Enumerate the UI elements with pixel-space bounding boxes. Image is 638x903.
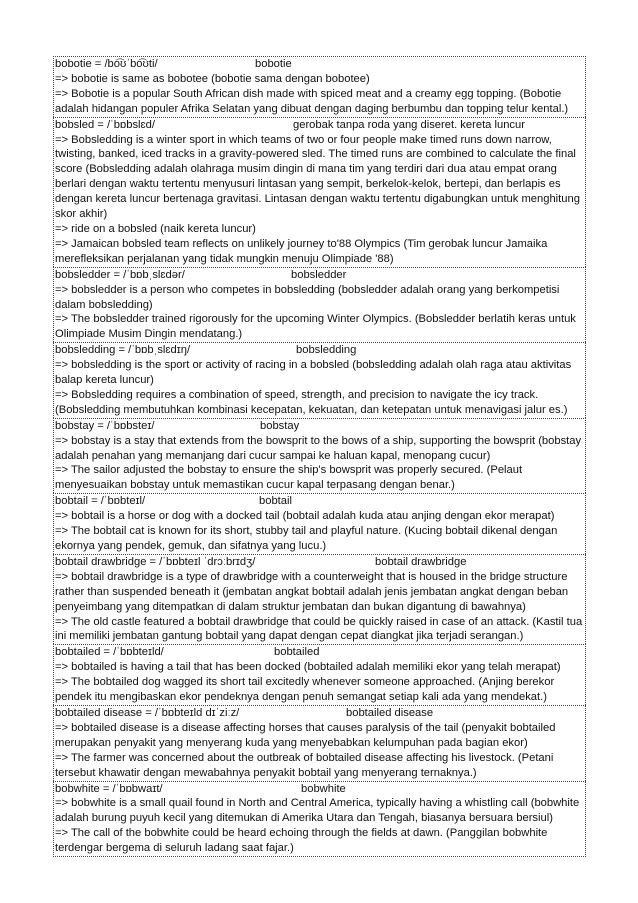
entry-headword-line — [55, 494, 584, 509]
entry-headword: bobsledding = /ˈbɒbˌslɛdɪŋ/ — [55, 344, 191, 357]
entry-example-line: => Jamaican bobsled team reflects on unlikely journey to'88 Olympics (Tim gerobak luncur Jamaika merefleksikan perjalanan yang tidak mungkin menuju Olimpiade '88) — [55, 237, 548, 265]
entry-example-line: => The sailor adjusted the bobstay to ensure the ship's bowsprit was properly secured. (Pelaut menyesuaikan bobstay untuk memastikan cucur kapal terpasang dengan benar.) — [55, 464, 523, 492]
entry-translation: bobtail — [259, 495, 292, 508]
entry-headword-line — [55, 343, 584, 358]
entry-translation: bobotie — [255, 58, 292, 70]
entry-example-line: => Bobotie is a popular South African dish made with spiced meat and a creamy egg topping. (Bobotie adalah hidangan populer Afrika Selatan yang dibuat dengan daging berbumbu dan topping telur kental.) — [55, 87, 569, 115]
entry-translation: bobtail drawbridge — [375, 555, 467, 568]
entry-headword: bobsledder = /ˈbɒbˌslɛdər/ — [55, 268, 185, 281]
entry-headword: bobtailed disease = /ˈbɒbteɪld dɪˈziːz/ — [55, 706, 240, 719]
entry-headword: bobstay = /ˈbɒbsteɪ/ — [55, 419, 155, 432]
entry-headword: bobtail drawbridge = /ˈbɒbteɪl ˈdrɔːbrɪdʒ/ — [55, 555, 256, 568]
entry-example-line: => The bobtail cat is known for its short, stubby tail and playful nature. (Kucing bobtail dikenal dengan ekornya yang pendek, gemuk, dan sifatnya yang lucu.) — [55, 525, 558, 552]
entry-example-line: => ride on a bobsled (naik kereta luncur) — [55, 222, 256, 235]
dictionary-page — [53, 56, 586, 857]
entry-headword: bobsled = /ˈbɒbslɛd/ — [55, 118, 155, 131]
entry-headword: bobtail = /ˈbɒbteɪl/ — [55, 495, 146, 508]
entry-headword-line — [55, 419, 584, 434]
dictionary-entry — [53, 705, 586, 781]
entry-headword-line — [55, 57, 584, 72]
entry-example-line: => The call of the bobwhite could be heard echoing through the fields at dawn. (Panggilan bobwhite terdengar bergema di seluruh ladang saat fajar.) — [55, 827, 548, 855]
entry-headword-line — [55, 118, 584, 133]
entry-translation: bobwhite — [301, 782, 346, 795]
dictionary-entry — [53, 554, 586, 644]
entry-headword-line — [55, 645, 584, 660]
entry-headword: bobotie = /bo͡ʊˈbo͡ʊti/ — [55, 58, 158, 70]
entry-example-line: => The old castle featured a bobtail drawbridge that could be quickly raised in case of an attack. (Kastil tua ini memiliki jembatan gantung bobtail yang dapat dengan cepat diangkat jika terjadi serangan.) — [55, 615, 583, 643]
entry-headword-line — [55, 782, 584, 797]
entry-example-line: => The bobsledder trained rigorously for the upcoming Winter Olympics. (Bobsledder berlatih keras untuk Olimpiade Musim Dingin mendatang.) — [55, 313, 576, 341]
dictionary-entry — [53, 418, 586, 494]
dictionary-entry — [53, 56, 586, 117]
dictionary-entry — [53, 342, 586, 418]
entry-example-line: => bobstay is a stay that extends from the bowsprit to the bows of a ship, supporting the bowsprit (bobstay adalah penahan yang memanjang dari cucur sampai ke haluan kapal, menopang cucur) — [55, 434, 582, 462]
dictionary-entry — [53, 267, 586, 343]
entry-headword-line — [55, 268, 584, 283]
dictionary-entry — [53, 117, 586, 267]
entry-translation: bobsledder — [291, 268, 347, 281]
entry-example-line: => bobsledder is a person who competes in bobsledding (bobsledder adalah orang yang berkompetisi dalam bobsledding) — [55, 283, 560, 311]
entry-example-line: => bobtail is a horse or dog with a docked tail (bobtail adalah kuda atau anjing dengan ekor merapat) — [55, 510, 555, 523]
entry-example-line: => Bobsledding requires a combination of speed, strength, and precision to navigate the icy track. (Bobsledding membutuhkan kombinasi kecepatan, kekuatan, dan ketepatan untuk menavigasi jalur es.) — [55, 388, 568, 416]
entry-example-line: => bobtailed is having a tail that has been docked (bobtailed adalah memiliki ekor yang telah merapat) — [55, 661, 561, 674]
entry-translation: bobtailed — [274, 646, 320, 659]
entry-example-line: => bobtail drawbridge is a type of drawbridge with a counterweight that is housed in the bridge structure rather than suspended beneath it (jembatan angkat bobtail adalah jenis jembatan angkat dengan beban penyeimbang yang ditempatkan di dalam struktur jembatan dan bukan digantung di bawahnya) — [55, 570, 569, 613]
entry-example-line: => Bobsledding is a winter sport in which teams of two or four people make timed runs down narrow, twisting, banked, iced tracks in a gravity-powered sled. The timed runs are combined to calculate the final score (Bobsledding adalah olahraga musim dingin di mana tim yang terdiri dari dua atau empat orang berlari dengan waktu tertentu menyusuri lintasan yang sempit, berkelok-kelok, bertepi, dan berlapis es dengan kereta luncur bertenaga gravitasi. Lintasan dengan waktu tertentu digabungkan untuk menghitung skor akhir) — [55, 133, 580, 221]
entry-example-line: => bobwhite is a small quail found in North and Central America, typically having a whistling call (bobwhite adalah burung puyuh kecil yang ditemukan di Amerika Utara dan Tengah, biasanya bersuara bersiul) — [55, 797, 580, 825]
entry-example-line: => The bobtailed dog wagged its short tail excitedly whenever someone approached. (Anjing berekor pendek itu mengibaskan ekor pendeknya dengan penuh semangat setiap kali ada yang mendekat.) — [55, 676, 555, 704]
entry-translation: bobsledding — [296, 344, 357, 357]
dictionary-entry — [53, 644, 586, 705]
entry-translation: bobtailed disease — [346, 706, 434, 719]
entry-headword-line — [55, 706, 584, 721]
entry-translation: bobstay — [260, 419, 300, 432]
entry-headword: bobtailed = /ˈbɒbteɪld/ — [55, 646, 164, 659]
entry-example-line: => bobsledding is the sport or activity of racing in a bobsled (bobsledding adalah olah raga atau aktivitas balap kereta luncur) — [55, 359, 572, 387]
entry-example-line: => The farmer was concerned about the outbreak of bobtailed disease affecting his livestock. (Petani tersebut khawatir dengan mewabahnya penyakit bobtail yang menyerang ternaknya.) — [55, 751, 554, 779]
entry-headword: bobwhite = /ˈbɒbwaɪt/ — [55, 782, 163, 795]
entry-example-line: => bobtailed disease is a disease affecting horses that causes paralysis of the tail (penyakit bobtailed merupakan penyakit yang menyerang kuda yang menyebabkan kelumpuhan pada bagian ekor) — [55, 721, 556, 749]
dictionary-entry — [53, 493, 586, 554]
entry-headword-line — [55, 555, 584, 570]
dictionary-entry — [53, 781, 586, 858]
entry-translation: gerobak tanpa roda yang diseret. kereta luncur — [293, 118, 525, 131]
entry-example-line: => bobotie is same as bobotee (bobotie sama dengan bobotee) — [55, 72, 370, 85]
